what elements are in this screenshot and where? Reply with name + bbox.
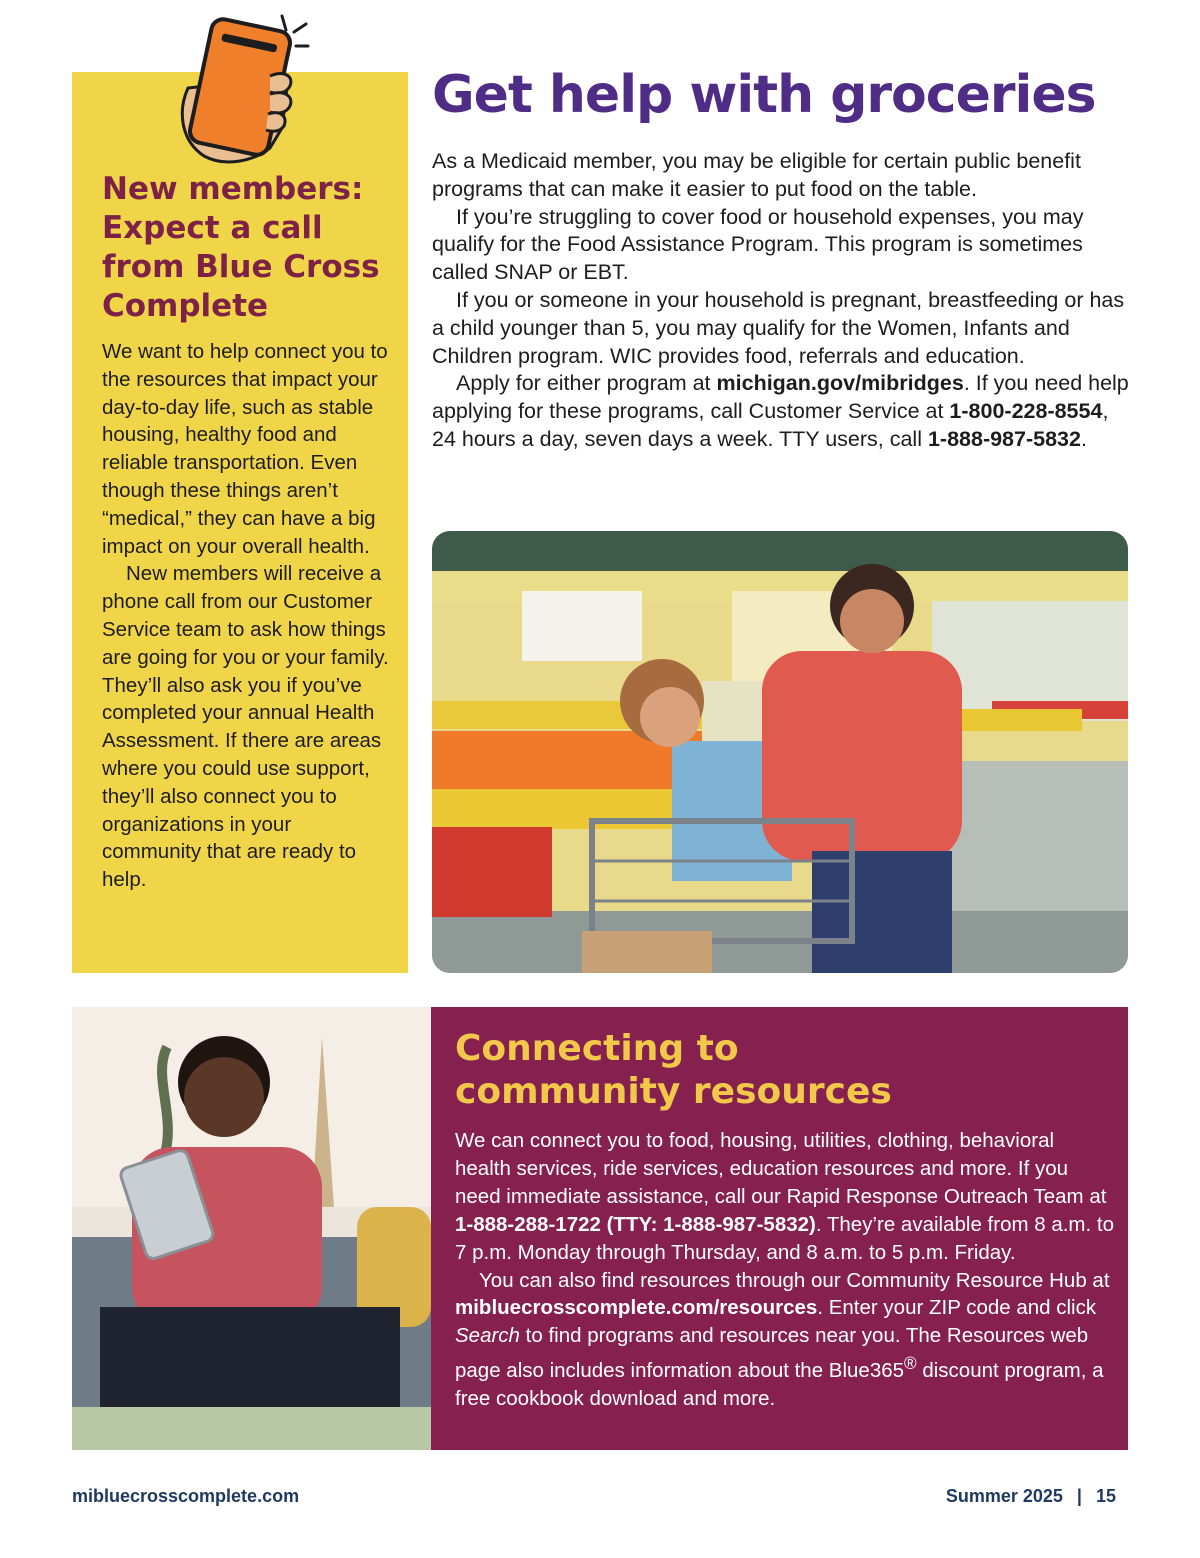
text-run: . They’re available from 8 a.m. to 7 p.m. Monday through Thursday, and 8 a.m. to 5 p.m. Friday. <box>455 1212 1115 1264</box>
text-run: . Enter your ZIP code and click <box>817 1296 1097 1320</box>
footer-separator: | <box>1076 1486 1082 1506</box>
text-run: . <box>1080 426 1087 451</box>
text-run: , 24 hours a day, seven days a week. TTY users, call <box>432 399 1109 451</box>
article-paragraph: If you or someone in your household is pregnant, breastfeeding or has a child younger than 5, you may qualify for the Women, Infants and Children program. WIC provides food, referrals and education. <box>432 287 1125 368</box>
market-photo <box>432 531 1128 973</box>
footer-website[interactable]: mibluecrosscomplete.com <box>72 1486 300 1506</box>
footer-issue <box>946 1486 1116 1507</box>
outreach-phone[interactable]: 1-888-288-1722 (TTY: 1-888-987-5832) <box>455 1212 816 1236</box>
article-paragraph: If you’re struggling to cover food or household expenses, you may qualify for the Food Assistance Program. This program is sometimes called SNAP or EBT. <box>432 204 1084 285</box>
page-title: Get help with groceries <box>432 65 1096 125</box>
tty-phone[interactable]: 1-888-987-5832 <box>927 426 1081 451</box>
sidebar-paragraph: We want to help connect you to the resources that impact your day-to-day life, such as stable housing, healthy food and reliable transportation. Even though these things aren’t “medical,” they can have a big impact on your overall health. <box>102 340 388 558</box>
sidebar-body <box>102 338 392 894</box>
sidebar-title-line: Complete <box>102 288 269 324</box>
sidebar-title-line: New members: <box>102 171 364 207</box>
phone-in-hand-icon <box>170 10 320 170</box>
community-resources-section <box>72 1007 1128 1450</box>
sidebar-title <box>102 170 392 326</box>
sidebar-title-line: from Blue Cross <box>102 249 380 285</box>
community-paragraph <box>455 1127 1115 1267</box>
resources-link[interactable]: mibluecrosscomplete.com/resources <box>455 1296 818 1320</box>
mibridges-link[interactable]: michigan.gov/mibridges <box>716 371 964 396</box>
issue-label: Summer 2025 <box>945 1486 1063 1506</box>
text-run: You can also find resources through our Community Resource Hub at <box>479 1268 1110 1292</box>
article-paragraph: As a Medicaid member, you may be eligible for certain public benefit programs that can make it easier to put food on the table. <box>432 149 1081 201</box>
man-with-tablet-photo <box>72 1007 431 1450</box>
registered-mark: ® <box>904 1354 917 1374</box>
text-run: Apply for either program at <box>456 371 717 396</box>
groceries-article <box>432 148 1132 454</box>
customer-service-phone[interactable]: 1-800-228-8554 <box>949 399 1103 424</box>
sidebar-title-line: Expect a call <box>102 210 323 246</box>
text-run: to find programs and resources near you. The Resources web page also includes information about the Blue365 <box>455 1324 1089 1383</box>
text-run: . If you need help applying for these programs, call Customer Service at <box>432 371 1129 424</box>
sidebar-paragraph: New members will receive a phone call from our Customer Service team to ask how things are going for you or your family. They’ll also ask you if you’ve completed your annual Health Assessment. If there are areas where you could use support, they’ll also connect you to organizations in your community that are ready to help. <box>102 562 389 892</box>
community-title-line: community resources <box>455 1071 892 1112</box>
text-run: discount program, a free cookbook download and more. <box>455 1359 1104 1410</box>
community-panel <box>431 1007 1128 1450</box>
community-paragraph <box>455 1267 1115 1413</box>
community-title <box>455 1027 892 1113</box>
community-body <box>455 1127 1115 1413</box>
text-run: We can connect you to food, housing, utilities, clothing, behavioral health services, ride services, education resources and more. If you need immediate assistance, call our Rapid Response Outreach Team at <box>455 1129 1107 1208</box>
article-paragraph <box>432 370 1132 453</box>
page-number: 15 <box>1095 1486 1116 1506</box>
community-title-line: Connecting to <box>455 1028 739 1069</box>
search-term: Search <box>455 1324 520 1348</box>
